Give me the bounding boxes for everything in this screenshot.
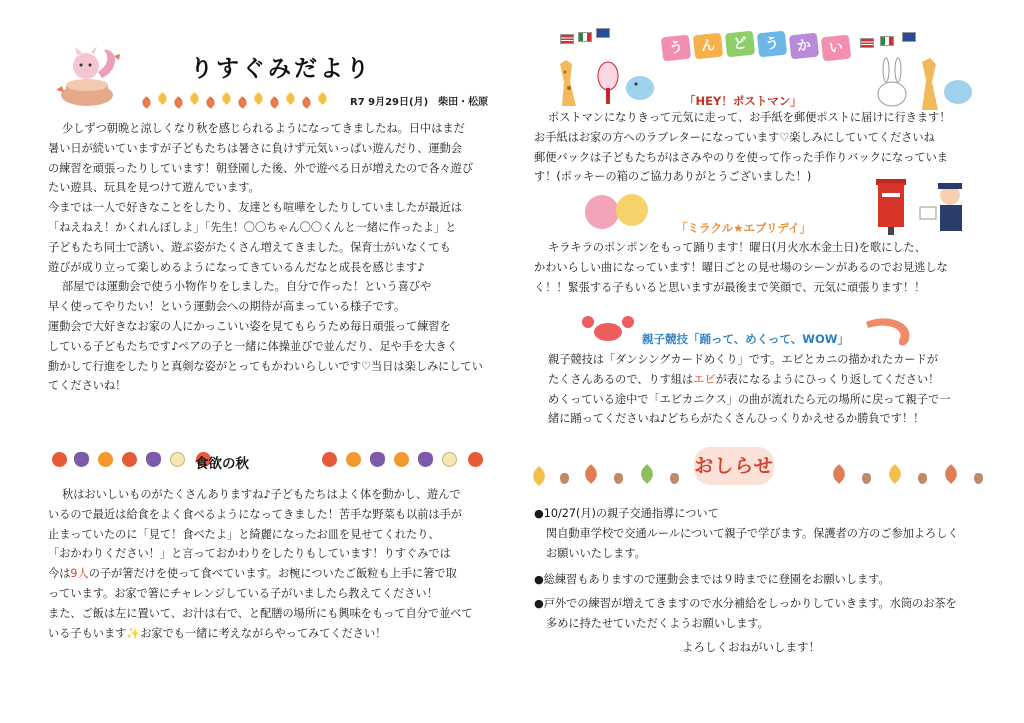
acorn-icon [918, 473, 927, 484]
ginkgo-leaf-icon [885, 464, 905, 484]
food-line: 「おかわりください！」と言っておかわりをしたりもしています！りすぐみでは [48, 547, 451, 561]
highlight-count: 9人 [70, 567, 89, 581]
date-and-authors: R7 9月29日(月) 柴田・松原 [350, 97, 489, 108]
pear-icon [170, 452, 185, 467]
intro-paragraph [48, 119, 500, 396]
intro-line: 暑い日が続いていますが子どもたちは暑さに負けず元気いっぱい遊んだり、運動会 [48, 141, 462, 155]
intro-line: 動かして行進をしたりと真剣な姿がとってもかわいらしいです♡当日は楽しみにしてい [48, 359, 483, 373]
oyako-line: めくっている途中で「エビカニクス」の曲が流れたら元の場所に戻って親子で一 [548, 392, 951, 406]
persimmon-icon [52, 452, 67, 467]
postman-line: 郵便バックは子どもたちがはさみやのりを使って作った手作りバックになっていま [534, 150, 948, 164]
acorn-icon [974, 473, 983, 484]
notice-item-1-line: 関自動車学校で交通ルールについて親子で学びます。保護者の方のご参加よろしく [546, 527, 959, 540]
oyako-line: 親子競技は「ダンシングカードめくり」です。エビとカニの描かれたカードが [548, 353, 938, 366]
banner-letter: う [757, 31, 787, 58]
italy-flag-icon [578, 32, 592, 42]
ginkgo-leaf-icon [316, 92, 329, 105]
italy-flag-icon [880, 36, 894, 46]
grape-icon [370, 452, 385, 467]
intro-line: の練習を頑張ったりしています！朝登園した後、外で遊べる日が増えたので各々遊び [48, 161, 474, 175]
acorn-icon [560, 473, 569, 484]
food-line: 止まっていたのに「見て！食べたよ」と綺麗になったお皿を見せてくれたり、 [48, 527, 440, 541]
maple-leaf-icon [140, 96, 153, 109]
squirrel-illustration [52, 40, 122, 110]
miracle-line: く！！緊張する子もいると思いますが最後まで笑顔で、元気に頑張ります！！ [534, 280, 926, 294]
intro-line: 遊びが成り立って楽しめるようになってきているんだなと成長を感じます♪ [48, 260, 425, 274]
postbox-and-postman-illustration [870, 175, 980, 237]
food-line: 秋はおいしいものがたくさんありますね♪子どもたちはよく体を動かし、遊んで [62, 488, 461, 501]
crab-icon [582, 312, 634, 346]
postman-line: ポストマンになりきって元気に走って、お手紙を郵便ポストに届けに行きます！ [548, 111, 951, 124]
notice-title: おしらせ [694, 447, 774, 485]
uk-flag-icon [596, 28, 610, 38]
pear-icon [442, 452, 457, 467]
notice-item-1-title: ●10/27(月)の親子交通指導について [534, 507, 719, 520]
closing-message: よろしくおねがいします！ [682, 640, 820, 654]
maple-leaf-icon [829, 464, 849, 484]
miracle-line: キラキラのポンポンをもって踊ります！曜日(月火水木金土日)を歌にした、 [548, 241, 926, 254]
intro-line: てくださいね！ [48, 379, 127, 393]
banner-letter: う [661, 35, 691, 62]
acorn-icon [862, 473, 871, 484]
food-line: っています。お家で箸にチャレンジしている子がいましたら教えてください！ [48, 586, 438, 600]
ginkgo-leaf-icon [284, 92, 297, 105]
miracle-paragraph [534, 238, 1004, 297]
maple-leaf-icon [268, 96, 281, 109]
orange-icon [394, 452, 409, 467]
miracle-title: 「ミラクル★エブリデイ」 [676, 221, 811, 235]
notice-item-2: ●総練習もありますので運動会までは９時までに登園をお願いします。 [534, 573, 890, 586]
food-line [48, 564, 500, 584]
maple-leaf-icon [204, 96, 217, 109]
food-text: の子が箸だけを使って食べています。お椀についたご飯粒も上手に箸で取 [88, 567, 457, 581]
leaf-icon [637, 464, 657, 484]
food-paragraph [48, 485, 500, 643]
maple-leaf-icon [581, 464, 601, 484]
persimmon-icon [322, 452, 337, 467]
food-section-title: 食欲の秋 [195, 456, 249, 472]
miracle-line: かわいらしい曲になっています！曜日ごとの見せ場のシーンがあるのでお見逃しな [534, 260, 948, 274]
acorn-icon [670, 473, 679, 484]
ginkgo-leaf-icon [188, 92, 201, 105]
intro-line: 子どもたち同士で誘い、遊ぶ姿がたくさん増えてきました。保育士がいなくても [48, 240, 451, 254]
banner-letter: い [821, 35, 851, 62]
banner-letter: か [789, 33, 819, 60]
grape-icon [146, 452, 161, 467]
shrimp-icon [860, 312, 920, 352]
postman-title: 「HEY！ポストマン」 [684, 94, 802, 108]
oyako-text: たくさんあるので、りす組は [548, 372, 694, 386]
notice-item-3-line: 多めに持たせていただくようお願いします。 [546, 617, 769, 630]
intro-line: たい遊具、玩具を見つけて遊んでいます。 [48, 181, 260, 195]
maple-leaf-icon [172, 96, 185, 109]
banner-letter: ん [693, 33, 723, 60]
rabbit-and-giraffe-illustration [852, 52, 982, 112]
giraffe-and-elephant-illustration [552, 52, 662, 108]
ginkgo-leaf-icon [529, 466, 549, 486]
orange-icon [98, 452, 113, 467]
grape-icon [418, 452, 433, 467]
grape-icon [74, 452, 89, 467]
ginkgo-leaf-icon [156, 92, 169, 105]
intro-line: している子どもたちです♪ペアの子と一緒に体操並びで並んだり、足や手を大きく [48, 339, 458, 353]
maple-leaf-icon [941, 464, 961, 484]
acorn-icon [614, 473, 623, 484]
newsletter-title: りすぐみだより [190, 56, 372, 82]
intro-line: 運動会で大好きなお家の人にかっこいい姿を見てもらうため毎日頑張って練習を [48, 319, 451, 333]
intro-line: 早く使ってやりたい！という運動会への期待が高まっている様子です。 [48, 300, 406, 314]
us-flag-icon [860, 38, 874, 48]
ginkgo-leaf-icon [220, 92, 233, 105]
banner-letter: ど [725, 31, 755, 58]
food-line: いるので最近は給食をよく食べるようになってきました！苦手な野菜も以前は手が [48, 507, 462, 521]
food-line: いる子もいます✨お家でも一緒に考えながらやってみてください！ [48, 626, 387, 640]
oyako-line: 緒に踊ってくださいね♪どちらがたくさんひっくりかえせるか勝負です！！ [548, 412, 925, 426]
oyako-title: 親子競技「踊って、めくって、WOW」 [642, 332, 849, 346]
us-flag-icon [560, 34, 574, 44]
uk-flag-icon [902, 32, 916, 42]
oyako-line [534, 370, 1004, 390]
maple-leaf-icon [236, 96, 249, 109]
fruit-garland [48, 450, 500, 470]
maple-leaf-icon [300, 96, 313, 109]
pompom-illustration [582, 192, 664, 232]
oyako-paragraph [534, 350, 1004, 429]
notice-item-3-line: ●戸外での練習が増えてきますので水分補給をしっかりしていきます。水筒のお茶を [534, 597, 957, 610]
ginkgo-leaf-icon [252, 92, 265, 105]
food-line: また、ご飯は左に置いて、お汁は右で、と配膳の場所にも興味をもって自分で並べて [48, 606, 473, 620]
notice-item-1-line: お願いいたします。 [546, 547, 646, 560]
persimmon-icon [468, 452, 483, 467]
persimmon-icon [122, 452, 137, 467]
intro-line: 少しずつ朝晩と涼しくなり秋を感じられるようになってきましたね。日中はまだ [62, 122, 465, 135]
orange-icon [346, 452, 361, 467]
intro-line: 「ねえねえ！かくれんぼしよ」「先生！〇〇ちゃん〇〇くんと一緒に作ったよ」と [48, 220, 457, 234]
highlight-ebi: エビ [693, 372, 716, 386]
intro-line: 今までは一人で好きなことをしたり、友達とも喧嘩をしたりしていましたが最近は [48, 201, 462, 215]
postman-line: お手紙はお家の方へのラブレターになっています♡楽しみにしていてくださいね [534, 130, 935, 144]
oyako-text: が表になるようにひっくり返してください！ [715, 372, 940, 386]
postman-line: す！(ポッキーの箱のご協力ありがとうございました！) [534, 170, 812, 184]
intro-line: 部屋では運動会で使う小物作りをしました。自分で作った！という喜びや [62, 280, 432, 294]
food-text: 今は [48, 567, 71, 581]
